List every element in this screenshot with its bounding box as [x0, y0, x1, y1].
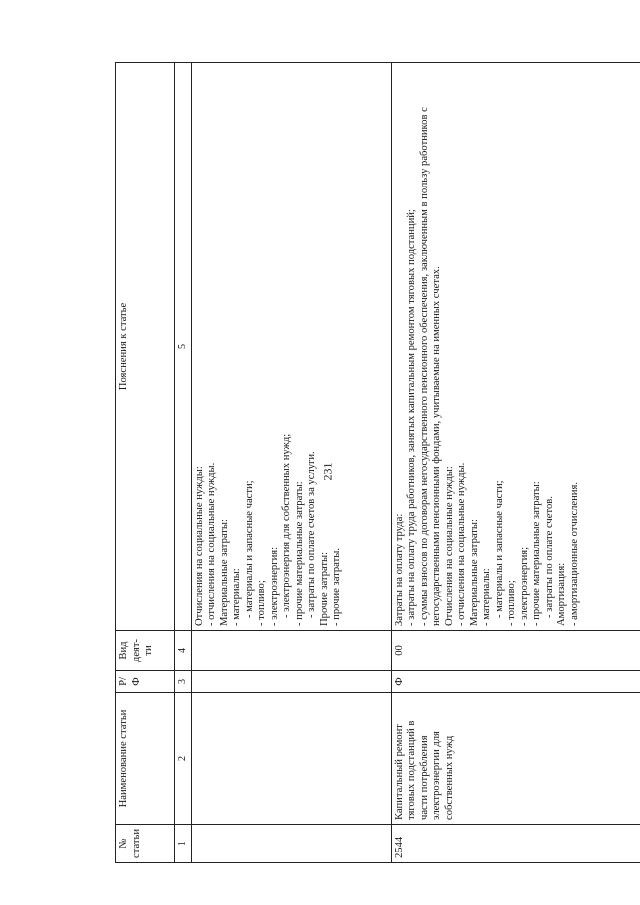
- header-explanations: Пояснения к статье: [116, 63, 175, 631]
- explanation-line: Амортизация:: [556, 562, 568, 626]
- explanation-line: - топливо;: [506, 580, 518, 626]
- explanation-line: - материалы:: [481, 568, 493, 626]
- column-number: 2: [175, 693, 192, 825]
- explanation-line: - электроэнергия;: [518, 546, 530, 626]
- header-item-name: Наименование статьи: [116, 693, 175, 825]
- explanation-line: - затраты на оплату труда работников, занятых капитальным ремонтом тяговых подстанций;: [406, 209, 418, 626]
- row-number-cell: 2544: [391, 825, 640, 863]
- explanation-line: - электроэнергия для собственных нужд;: [281, 433, 293, 618]
- explanation-line: - материалы:: [231, 568, 243, 626]
- explanation-line: - суммы взносов по договорам негосударственного пенсионного обеспечения, заключенным в пользу работников с негосударственными пенсионными фондами, учитываемые на именных счетах.: [418, 107, 443, 626]
- explanation-line: - материалы и запасные части;: [243, 480, 255, 618]
- rotated-table-wrapper: [115, 63, 640, 863]
- row-rf-cell: [191, 671, 391, 693]
- page-number: 231: [320, 462, 335, 481]
- explanation-line: - материалы и запасные части;: [493, 480, 505, 618]
- expense-items-table: [115, 62, 640, 863]
- header-item-number: № статьи: [116, 825, 175, 863]
- explanation-line: - топливо;: [256, 580, 268, 626]
- explanation-line: Затраты на оплату труда:: [393, 513, 405, 626]
- explanation-line: - отчисления на социальные нужды.: [206, 462, 218, 626]
- explanation-line: - амортизационные отчисления.: [568, 482, 580, 626]
- row-name-cell: Капитальный ремонт тяговых подстанций в части потребления электроэнергии для собственных нужд: [391, 693, 640, 825]
- explanation-line: - прочие затраты.: [331, 547, 343, 626]
- explanation-line: Материальные затраты:: [218, 519, 230, 626]
- header-rf: Р/ Ф: [116, 671, 175, 693]
- explanation-line: Отчисления на социальные нужды:: [443, 466, 455, 626]
- column-number: 1: [175, 825, 192, 863]
- row-activity-cell: 00: [391, 631, 640, 671]
- explanation-line: Отчисления на социальные нужды:: [193, 466, 205, 626]
- explanation-line: Материальные затраты:: [468, 519, 480, 626]
- row-explanation-cell: [391, 63, 640, 631]
- table-row: [391, 63, 640, 863]
- row-name-cell: [191, 693, 391, 825]
- explanation-line: - электроэнергия:: [268, 546, 280, 626]
- explanation-line: - прочие материальные затраты:: [293, 481, 305, 626]
- row-explanation-cell: [191, 63, 391, 631]
- column-number-row: [175, 63, 192, 863]
- explanation-line: - отчисления на социальные нужды.: [456, 462, 468, 626]
- explanation-line: - затраты по оплате счетов за услуги.: [306, 451, 318, 618]
- header-row: [116, 63, 175, 863]
- row-number-cell: [191, 825, 391, 863]
- column-number: 5: [175, 63, 192, 631]
- column-number: 3: [175, 671, 192, 693]
- row-activity-cell: [191, 631, 391, 671]
- header-activity-type: Вид деят-ти: [116, 631, 175, 671]
- explanation-line: Прочие затраты:: [318, 551, 330, 626]
- table-row: [191, 63, 391, 863]
- column-number: 4: [175, 631, 192, 671]
- row-rf-cell: Ф: [391, 671, 640, 693]
- explanation-line: - прочие материальные затраты:: [531, 481, 543, 626]
- explanation-line: - затраты по оплате счетов.: [543, 496, 555, 618]
